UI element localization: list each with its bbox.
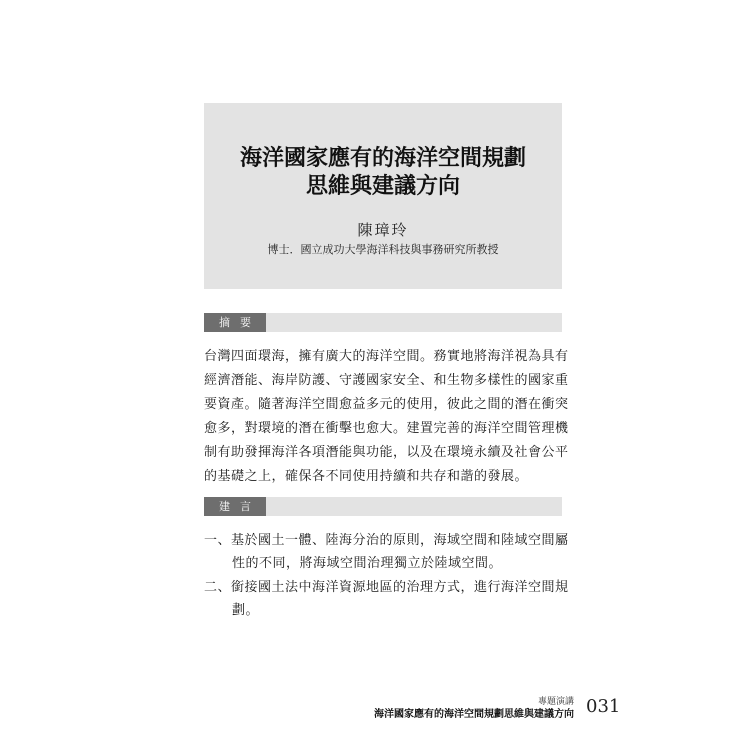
abstract-line: 要資產。隨著海洋空間愈益多元的使用，彼此之間的潛在衝突	[204, 397, 569, 412]
abstract-line: 經濟潛能、海岸防護、守護國家安全、和生物多樣性的國家重	[204, 373, 569, 388]
recommendation-item: 二、銜接國土法中海洋資源地區的治理方式，進行海洋空間規	[204, 580, 569, 595]
abstract-heading: 摘要	[204, 313, 266, 332]
abstract-line: 制有助發揮海洋各項潛能與功能，以及在環境永續及社會公平	[204, 445, 569, 460]
recommendations-heading: 建言	[204, 497, 266, 516]
abstract-line: 台灣四面環海，擁有廣大的海洋空間。務實地將海洋視為具有	[204, 349, 569, 364]
recommendation-item: 一、基於國土一體、陸海分治的原則，海域空間和陸域空間屬	[204, 533, 569, 548]
recommendations-header	[204, 497, 562, 516]
abstract-header	[204, 313, 562, 332]
recommendation-item-continuation: 性的不同，將海域空間治理獨立於陸域空間。	[232, 556, 503, 571]
title-line-2: 思維與建議方向	[305, 173, 460, 199]
abstract-line: 的基礎之上，確保各不同使用持續和共存和諧的發展。	[204, 469, 529, 484]
recommendation-item-continuation: 劃。	[232, 603, 260, 618]
title-box	[204, 103, 562, 289]
author-affiliation: 博士．國立成功大學海洋科技與事務研究所教授	[267, 243, 499, 256]
footer-running-title: 海洋國家應有的海洋空間規劃思維與建議方向	[374, 709, 574, 720]
abstract-line: 愈多，對環境的潛在衝擊也愈大。建置完善的海洋空間管理機	[204, 421, 569, 436]
author-name: 陳璋玲	[357, 221, 409, 239]
title-line-1: 海洋國家應有的海洋空間規劃	[239, 145, 526, 171]
page-number: 031	[586, 696, 621, 717]
footer-series-label: 專題演講	[537, 697, 574, 707]
